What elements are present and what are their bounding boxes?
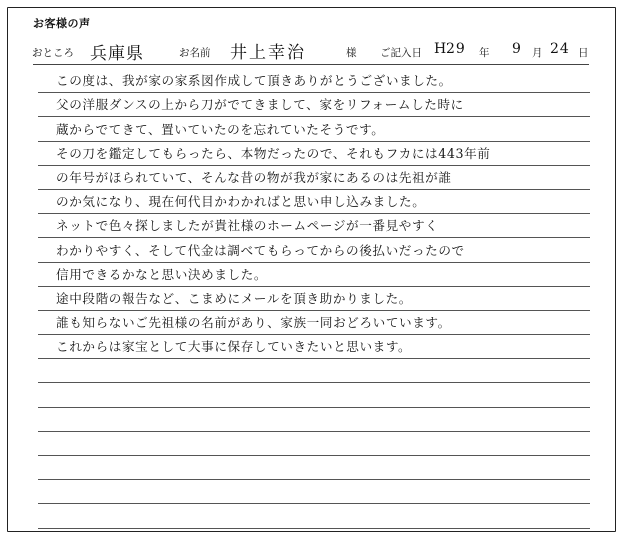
date-era: H xyxy=(434,41,448,57)
ruled-line xyxy=(38,432,590,456)
header-row xyxy=(32,40,590,64)
ruled-line xyxy=(38,359,590,383)
ruled-line xyxy=(38,504,590,528)
day-unit: 日 xyxy=(578,47,589,59)
handwritten-line: の年号がほられていて、そんな昔の物が我が家にあるのは先祖が誰 xyxy=(56,169,452,185)
name-label: お名前 xyxy=(179,47,211,59)
ruled-line xyxy=(38,335,590,359)
comment-lines xyxy=(38,69,590,529)
handwritten-line: わかりやすく、そして代金は調べてもらってからの後払いだったので xyxy=(56,242,465,258)
date-year: 29 xyxy=(446,41,466,57)
ruled-line xyxy=(38,93,590,117)
date-label: ご記入日 xyxy=(380,47,422,59)
honorific: 様 xyxy=(346,47,357,59)
header-divider xyxy=(33,64,589,65)
ruled-line xyxy=(38,166,590,190)
ruled-line xyxy=(38,456,590,480)
handwritten-line: この度は、我が家の家系図作成して頂きありがとうございました。 xyxy=(56,73,452,89)
ruled-line xyxy=(38,263,590,287)
year-unit: 年 xyxy=(479,47,490,59)
handwritten-line: 父の洋服ダンスの上から刀がでてきまして、家をリフォームした時に xyxy=(56,97,464,113)
ruled-line xyxy=(38,117,590,141)
ruled-line xyxy=(38,190,590,214)
ruled-line xyxy=(38,383,590,407)
address-value: 兵庫県 xyxy=(90,44,144,64)
ruled-line xyxy=(38,408,590,432)
month-unit: 月 xyxy=(532,47,543,59)
date-month: 9 xyxy=(512,41,522,57)
handwritten-line: 途中段階の報告など、こまめにメールを頂き助かりました。 xyxy=(56,290,412,306)
form-title: お客様の声 xyxy=(33,17,91,30)
ruled-line xyxy=(38,142,590,166)
ruled-line xyxy=(38,287,590,311)
handwritten-line: 蔵からでてきて、置いていたのを忘れていたそうです。 xyxy=(56,121,385,137)
handwritten-line: のか気になり、現在何代目かわかればと思い申し込みました。 xyxy=(56,194,426,210)
ruled-line xyxy=(38,69,590,93)
ruled-line xyxy=(38,238,590,262)
handwritten-line: ネットで色々探しましたが貴社様のホームページが一番見やすく xyxy=(56,218,439,234)
handwritten-line: これからは家宝として大事に保存していきたいと思います。 xyxy=(56,339,412,355)
ruled-line xyxy=(38,480,590,504)
ruled-line xyxy=(38,214,590,238)
date-day: 24 xyxy=(550,41,570,57)
name-value: 井上幸治 xyxy=(230,43,306,63)
ruled-line xyxy=(38,311,590,335)
address-label: おところ xyxy=(32,47,74,59)
handwritten-line: その刀を鑑定してもらったら、本物だったので、それもフカには443年前 xyxy=(56,145,491,161)
handwritten-line: 誰も知らないご先祖様の名前があり、家族一同おどろいています。 xyxy=(56,315,451,331)
handwritten-line: 信用できるかなと思い決めました。 xyxy=(56,266,268,282)
